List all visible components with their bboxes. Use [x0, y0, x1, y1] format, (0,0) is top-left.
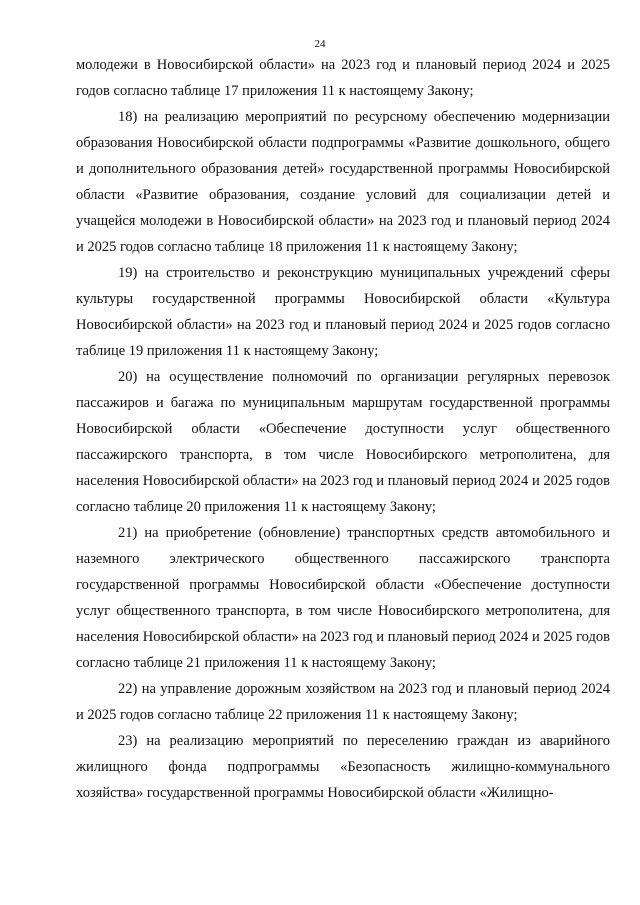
paragraph-continuation: молодежи в Новосибирской области» на 2023 год и плановый период 2024 и 2025 годов согласно таблице 17 приложения 11 к настоящему Закону; — [76, 57, 610, 99]
paragraph-item-22: 22) на управление дорожным хозяйством на 2023 год и плановый период 2024 и 2025 годов согласно таблице 22 приложения 11 к настоящему Закону; — [76, 681, 610, 723]
paragraph-item-19: 19) на строительство и реконструкцию муниципальных учреждений сферы культуры государственной программы Новосибирской области «Культура Новосибирской области» на 2023 год и плановый период 2024 и 2025 годов согласно таблице 19 приложения 11 к настоящему Закону; — [76, 265, 610, 359]
page-number: 24 — [314, 38, 326, 50]
paragraph-item-23: 23) на реализацию мероприятий по переселению граждан из аварийного жилищного фонда подпрограммы «Безопасность жилищно-коммунального хозяйства» государственной программы Новосибирской области «Жилищно- — [76, 733, 610, 801]
paragraph-item-20: 20) на осуществление полномочий по организации регулярных перевозок пассажиров и багажа по муниципальным маршрутам государственной программы Новосибирской области «Обеспечение доступности услуг общественного пассажирского транспорта, в том числе Новосибирского метрополитена, для населения Новосибирской области» на 2023 год и плановый период 2024 и 2025 годов согласно таблице 20 приложения 11 к настоящему Закону; — [76, 369, 610, 515]
paragraph-item-18: 18) на реализацию мероприятий по ресурсному обеспечению модернизации образования Новосибирской области подпрограммы «Развитие дошкольного, общего и дополнительного образования детей» государственной программы Новосибирской области «Развитие образования, создание условий для социализации детей и учащейся молодежи в Новосибирской области» на 2023 год и плановый период 2024 и 2025 годов согласно таблице 18 приложения 11 к настоящему Закону; — [76, 109, 610, 255]
document-body — [76, 52, 610, 806]
paragraph-item-21: 21) на приобретение (обновление) транспортных средств автомобильного и наземного электрического общественного пассажирского транспорта государственной программы Новосибирской области «Обеспечение доступности услуг общественного транспорта, в том числе Новосибирского метрополитена, для населения Новосибирской области» на 2023 год и плановый период 2024 и 2025 годов согласно таблице 21 приложения 11 к настоящему Закону; — [76, 525, 610, 671]
